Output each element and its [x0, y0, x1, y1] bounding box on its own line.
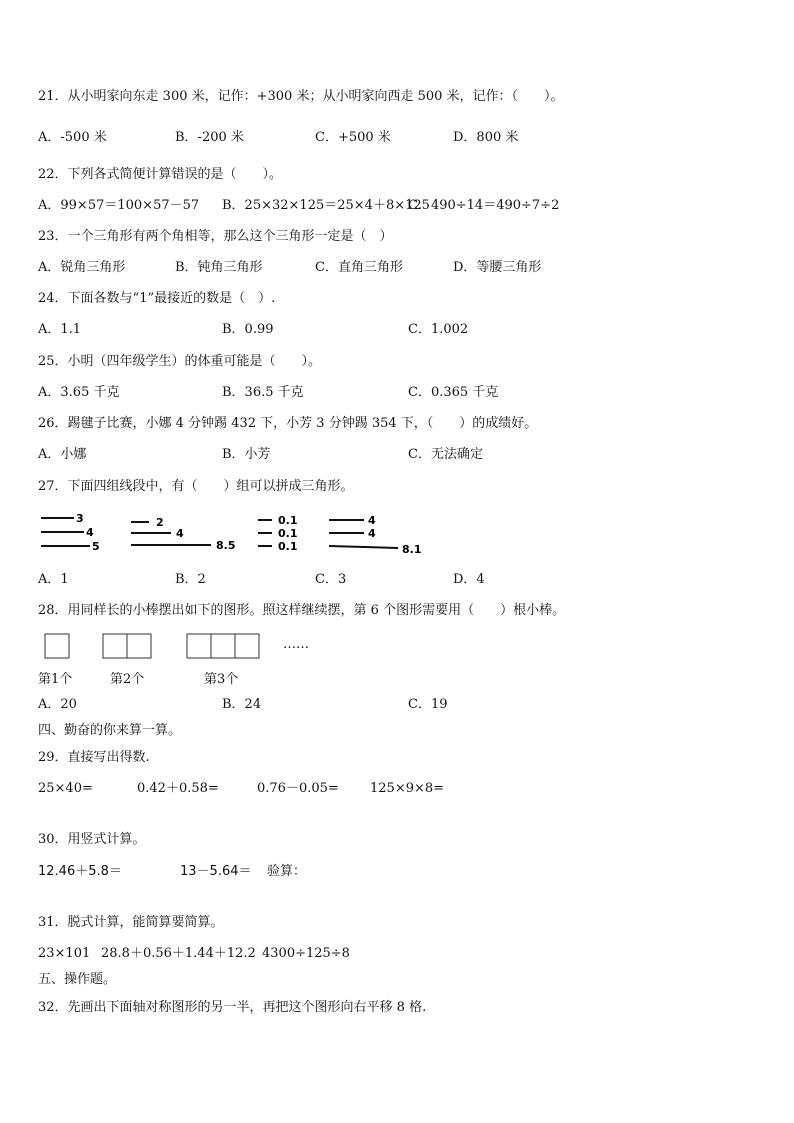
q24-option-b: B．0.99 — [222, 322, 274, 337]
segment-label: 8.1 — [402, 543, 422, 556]
q24-option-c: C．1.002 — [408, 322, 469, 337]
q30-check-label: 验算： — [267, 864, 307, 879]
line-segment-groups — [36, 508, 436, 558]
q27-option-d: D．4 — [453, 572, 485, 587]
question-23-stem: 23．一个三角形有两个角相等，那么这个三角形一定是（ ） — [38, 229, 393, 244]
segment-label: 4 — [368, 514, 376, 527]
question-26-stem: 26．踢毽子比赛，小娜 4 分钟踢 432 下，小芳 3 分钟踢 354 下，（ ）的成绩好。 — [38, 416, 538, 431]
q23-option-b: B．钝角三角形 — [175, 260, 263, 275]
q25-option-a: A．3.65 千克 — [38, 385, 120, 400]
q29-item-2: 0.42＋0.58= — [137, 781, 219, 796]
segment-group-4 — [329, 514, 422, 556]
q31-item-3: 4300÷125÷8 — [262, 946, 350, 961]
segment-label: 0.1 — [278, 527, 298, 540]
question-31-stem: 31．脱式计算，能简算要简算。 — [38, 915, 224, 930]
q26-option-a: A．小娜 — [38, 447, 87, 462]
question-29-stem: 29．直接写出得数. — [38, 750, 150, 765]
segment-group-1 — [41, 512, 100, 553]
q28-option-b: B．24 — [222, 697, 262, 712]
q27-option-a: A．1 — [38, 572, 69, 587]
q21-option-a: A．-500 米 — [38, 130, 107, 145]
question-25-stem: 25．小明（四年级学生）的体重可能是（ ）。 — [38, 354, 322, 369]
segment-label: 2 — [156, 516, 164, 529]
q27-option-c: C．3 — [315, 572, 347, 587]
segment-group-2 — [131, 516, 236, 552]
q28-option-c: C．19 — [408, 697, 448, 712]
q22-option-a: A．99×57＝100×57－57 — [38, 198, 200, 213]
figure-3-square — [235, 634, 259, 658]
q30-item-2: 13－5.64＝ — [180, 864, 252, 879]
section-4-heading: 四、勤奋的你来算一算。 — [38, 723, 182, 738]
question-27-stem: 27．下面四组线段中，有（ ）组可以拼成三角形。 — [38, 479, 354, 494]
question-30-stem: 30．用竖式计算。 — [38, 832, 146, 847]
q29-item-3: 0.76－0.05= — [257, 781, 339, 796]
q22-option-b: B．25×32×125＝25×4＋8×125 — [222, 198, 430, 213]
q30-item-1: 12.46＋5.8＝ — [38, 864, 122, 879]
q25-option-c: C．0.365 千克 — [408, 385, 499, 400]
segment-label: 0.1 — [278, 514, 298, 527]
q31-item-2: 28.8＋0.56＋1.44＋12.2 — [101, 946, 256, 961]
question-21-stem: 21．从小明家向东走 300 米，记作：+300 米；从小明家向西走 500 米，记作：（ ）。 — [38, 89, 564, 104]
figure-3-caption: 第3个 — [204, 672, 239, 687]
q25-option-b: B．36.5 千克 — [222, 385, 304, 400]
figure-1-square — [45, 634, 69, 658]
segment-label: 3 — [76, 512, 84, 525]
q21-option-d: D．800 米 — [453, 130, 519, 145]
question-28-stem: 28．用同样长的小棒摆出如下的图形。照这样继续摆，第 6 个图形需要用（ ）根小棒。 — [38, 603, 566, 618]
q26-option-b: B．小芳 — [222, 447, 271, 462]
q29-item-1: 25×40= — [38, 781, 93, 796]
segment-label: 5 — [92, 540, 100, 553]
segment-label: 4 — [176, 527, 184, 540]
segment-label: 8.5 — [216, 539, 236, 552]
figure-1-caption: 第1个 — [38, 672, 73, 687]
q21-option-b: B．-200 米 — [175, 130, 244, 145]
question-24-stem: 24．下面各数与“1”最接近的数是（ ）. — [38, 291, 276, 306]
figure-2-caption: 第2个 — [110, 672, 145, 687]
segment-label: 0.1 — [278, 540, 298, 553]
question-32-stem: 32．先画出下面轴对称图形的另一半，再把这个图形向右平移 8 格. — [38, 1000, 427, 1015]
q23-option-c: C．直角三角形 — [315, 260, 403, 275]
figure-3-square — [211, 634, 235, 658]
segment-8-1 — [329, 546, 398, 548]
q27-option-b: B．2 — [175, 572, 206, 587]
q28-option-a: A．20 — [38, 697, 77, 712]
stick-figures — [40, 632, 280, 660]
segment-label: 4 — [86, 526, 94, 539]
figure-2-square — [103, 634, 127, 658]
question-22-stem: 22．下列各式简便计算错误的是（ ）。 — [38, 167, 283, 182]
q23-option-a: A．锐角三角形 — [38, 260, 126, 275]
q31-item-1: 23×101 — [38, 946, 91, 961]
q24-option-a: A．1.1 — [38, 322, 82, 337]
q29-item-4: 125×9×8= — [370, 781, 445, 796]
figure-3-square — [187, 634, 211, 658]
q21-option-c: C．+500 米 — [315, 130, 391, 145]
q22-option-c: C．490÷14＝490÷7÷2 — [408, 198, 560, 213]
segment-label: 4 — [368, 527, 376, 540]
ellipsis: …… — [283, 637, 309, 652]
section-5-heading: 五、操作题。 — [38, 972, 117, 987]
segment-group-3 — [258, 514, 298, 553]
q26-option-c: C．无法确定 — [408, 447, 483, 462]
q23-option-d: D．等腰三角形 — [453, 260, 542, 275]
figure-2-square — [127, 634, 151, 658]
